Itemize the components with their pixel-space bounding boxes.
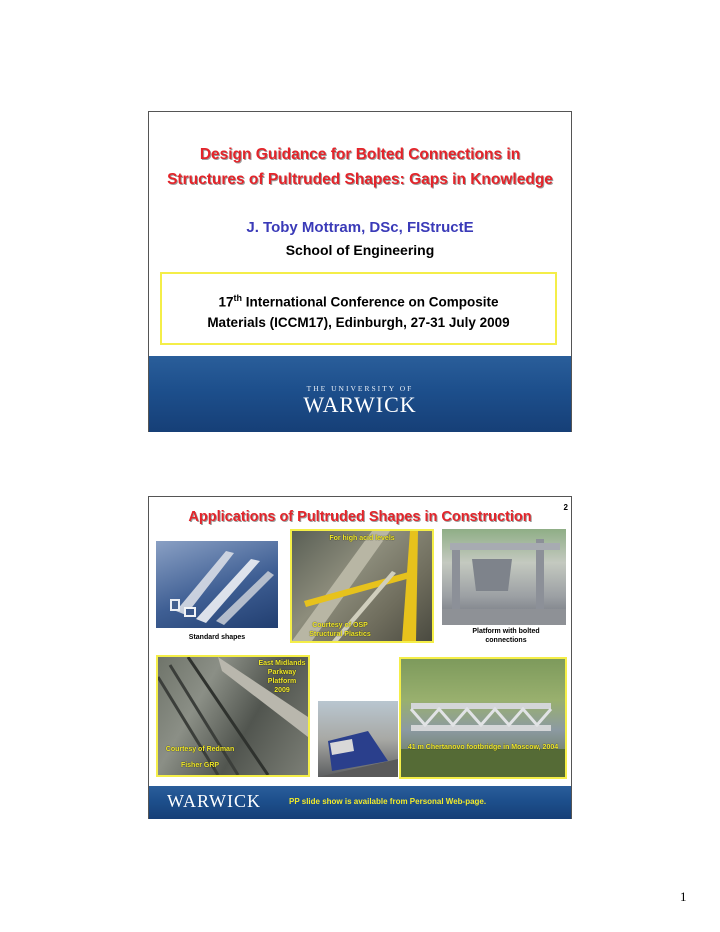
caption-east-midlands-line-3: 2009: [274, 687, 290, 694]
caption-bolted-platform: [445, 627, 567, 645]
caption-east-midlands-line-2: Parkway Platform: [267, 669, 297, 685]
conference-ordinal-suffix: th: [233, 293, 242, 303]
slide-number: 2: [563, 503, 568, 512]
school-name: School of Engineering: [285, 242, 435, 258]
platform-frame-illustration: [442, 529, 566, 625]
caption-courtesy-osp-line-1: Courtesy of OSP: [312, 622, 368, 629]
bolted-platform-photo: [442, 529, 566, 625]
caption-courtesy-redman-line-2: Fisher GRP: [180, 762, 220, 769]
slide-2-title: Applications of Pultruded Shapes in Construction: [188, 509, 532, 525]
slide-1: [148, 111, 572, 432]
page-number: 1: [680, 889, 687, 904]
university-logo-small-text: THE UNIVERSITY OF: [306, 384, 414, 393]
footer-note: PP slide show is available from Personal Web-page.: [289, 797, 487, 806]
footbridge-photo: [399, 657, 567, 779]
standard-shapes-photo: [156, 541, 278, 628]
slide-2: [148, 496, 572, 819]
caption-bolted-platform-line-1: Platform with bolted: [472, 628, 540, 635]
acid-level-walkway-photo: [290, 529, 434, 643]
pultruded-profiles-illustration: [156, 541, 278, 628]
train-illustration: [318, 701, 398, 777]
conference-line-2: Materials (ICCM17), Edinburgh, 27-31 July 2009: [207, 314, 510, 330]
caption-courtesy-osp: [300, 621, 380, 639]
train-photo: [318, 701, 398, 777]
caption-courtesy-redman: [160, 745, 240, 770]
title-line-1: Design Guidance for Bolted Connections in: [199, 146, 521, 163]
conference-ordinal: 17: [218, 294, 234, 310]
caption-east-midlands: [254, 659, 310, 695]
caption-acid-levels: For high acid levels: [329, 535, 395, 542]
warwick-logo: WARWICK: [167, 791, 261, 811]
university-logo-wordmark: WARWICK: [303, 392, 417, 417]
slide-1-title: [149, 142, 571, 192]
conference-line-1: [162, 288, 555, 313]
conference-box: [160, 272, 557, 345]
truss-bridge-illustration: [401, 659, 565, 777]
title-line-2: Structures of Pultruded Shapes: Gaps in Knowledge: [167, 171, 553, 188]
warwick-footer-band: [149, 786, 571, 819]
caption-courtesy-redman-line-1: Courtesy of Redman: [165, 746, 235, 753]
author-name: J. Toby Mottram, DSc, FIStructE: [246, 219, 474, 236]
caption-bolted-platform-line-2: connections: [485, 637, 527, 644]
university-banner: [149, 356, 571, 432]
caption-footbridge: 41 m Chertanovo footbridge in Moscow, 2004: [407, 744, 559, 751]
caption-courtesy-osp-line-2: Structural Plastics: [309, 631, 371, 638]
caption-standard-shapes: Standard shapes: [188, 634, 246, 641]
railway-platform-photo: [156, 655, 310, 777]
conference-line-1-text: International Conference on Composite: [242, 294, 499, 310]
caption-east-midlands-line-1: East Midlands: [258, 660, 306, 667]
